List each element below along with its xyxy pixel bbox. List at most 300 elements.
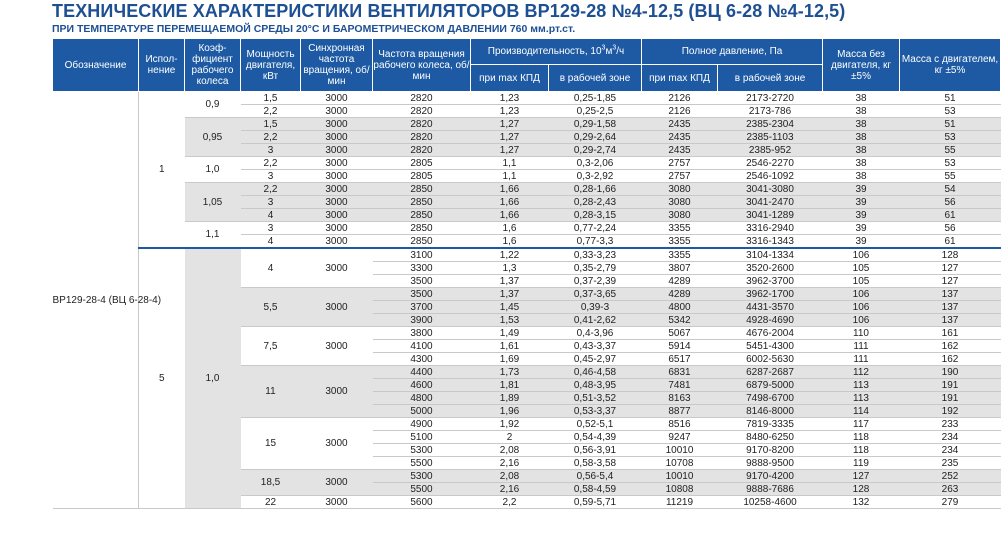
pressure-max-kpd-cell: 8877 (642, 405, 718, 418)
mass-no-motor-cell: 106 (823, 314, 900, 327)
mass-with-motor-cell: 192 (900, 405, 1001, 418)
mass-no-motor-cell: 110 (823, 327, 900, 340)
wheel-speed-cell: 2850 (373, 209, 471, 222)
col-pressure-max-kpd: при max КПД (642, 65, 718, 92)
capacity-sup2: 3 (612, 44, 617, 52)
coef-cell: 0,9 (185, 92, 241, 118)
capacity-max-kpd-cell: 1,69 (471, 353, 549, 366)
table-row (53, 222, 1001, 235)
mass-with-motor-cell: 137 (900, 301, 1001, 314)
mass-no-motor-cell: 39 (823, 222, 900, 235)
power-cell: 3 (241, 144, 301, 157)
power-cell: 3 (241, 196, 301, 209)
pressure-work-zone-cell: 2546-2270 (718, 157, 823, 170)
mass-with-motor-cell: 137 (900, 314, 1001, 327)
wheel-speed-cell: 5600 (373, 496, 471, 509)
power-cell: 18,5 (241, 470, 301, 496)
capacity-max-kpd-cell: 1,92 (471, 418, 549, 431)
pressure-max-kpd-cell: 10808 (642, 483, 718, 496)
mass-no-motor-cell: 39 (823, 196, 900, 209)
pressure-work-zone-cell: 8146-8000 (718, 405, 823, 418)
capacity-max-kpd-cell: 1,3 (471, 262, 549, 275)
sync-speed-cell: 3000 (301, 235, 373, 249)
col-capacity-max-kpd: при max КПД (471, 65, 549, 92)
mass-with-motor-cell: 234 (900, 444, 1001, 457)
wheel-speed-cell: 5500 (373, 457, 471, 470)
mass-with-motor-cell: 128 (900, 248, 1001, 262)
pressure-work-zone-cell: 8480-6250 (718, 431, 823, 444)
pressure-max-kpd-cell: 2435 (642, 118, 718, 131)
pressure-work-zone-cell: 2546-1092 (718, 170, 823, 183)
mass-with-motor-cell: 191 (900, 379, 1001, 392)
col-power: Мощность двигателя, кВт (241, 39, 301, 92)
capacity-work-zone-cell: 0,4-3,96 (549, 327, 642, 340)
mass-with-motor-cell: 61 (900, 209, 1001, 222)
mass-no-motor-cell: 106 (823, 288, 900, 301)
mass-no-motor-cell: 38 (823, 92, 900, 105)
mass-no-motor-cell: 127 (823, 470, 900, 483)
pressure-max-kpd-cell: 8516 (642, 418, 718, 431)
pressure-max-kpd-cell: 3355 (642, 235, 718, 249)
capacity-tail: /ч (616, 46, 625, 57)
power-cell: 1,5 (241, 92, 301, 105)
capacity-work-zone-cell: 0,25-1,85 (549, 92, 642, 105)
mass-no-motor-cell: 38 (823, 105, 900, 118)
capacity-max-kpd-cell: 1,6 (471, 235, 549, 249)
table-row (53, 118, 1001, 131)
sync-speed-cell: 3000 (301, 92, 373, 105)
wheel-speed-cell: 3300 (373, 262, 471, 275)
sync-speed-cell: 3000 (301, 105, 373, 118)
pressure-work-zone-cell: 7498-6700 (718, 392, 823, 405)
pressure-max-kpd-cell: 5914 (642, 340, 718, 353)
mass-no-motor-cell: 114 (823, 405, 900, 418)
capacity-work-zone-cell: 0,37-2,39 (549, 275, 642, 288)
power-cell: 4 (241, 235, 301, 249)
mass-with-motor-cell: 54 (900, 183, 1001, 196)
capacity-work-zone-cell: 0,29-2,74 (549, 144, 642, 157)
designation-cell: ВР129-28-4 (ВЦ 6-28-4) (53, 92, 139, 509)
mass-no-motor-cell: 38 (823, 157, 900, 170)
wheel-speed-cell: 3100 (373, 248, 471, 262)
mass-no-motor-cell: 117 (823, 418, 900, 431)
capacity-work-zone-cell: 0,51-3,52 (549, 392, 642, 405)
pressure-max-kpd-cell: 3355 (642, 248, 718, 262)
sync-speed-cell: 3000 (301, 157, 373, 170)
pressure-max-kpd-cell: 3080 (642, 183, 718, 196)
wheel-speed-cell: 2850 (373, 235, 471, 249)
pressure-work-zone-cell: 3962-1700 (718, 288, 823, 301)
pressure-work-zone-cell: 2173-786 (718, 105, 823, 118)
pressure-max-kpd-cell: 4289 (642, 275, 718, 288)
mass-with-motor-cell: 190 (900, 366, 1001, 379)
capacity-work-zone-cell: 0,77-2,24 (549, 222, 642, 235)
mass-no-motor-cell: 106 (823, 248, 900, 262)
pressure-max-kpd-cell: 2435 (642, 144, 718, 157)
pressure-max-kpd-cell: 10010 (642, 470, 718, 483)
pressure-max-kpd-cell: 8163 (642, 392, 718, 405)
capacity-max-kpd-cell: 1,61 (471, 340, 549, 353)
capacity-work-zone-cell: 0,25-2,5 (549, 105, 642, 118)
col-pressure: Полное давление, Па (642, 39, 823, 65)
capacity-max-kpd-cell: 2,16 (471, 483, 549, 496)
sync-speed-cell: 3000 (301, 144, 373, 157)
mass-no-motor-cell: 113 (823, 379, 900, 392)
table-row (53, 248, 1001, 262)
wheel-speed-cell: 3500 (373, 288, 471, 301)
sync-speed-cell: 3000 (301, 248, 373, 288)
capacity-max-kpd-cell: 2,08 (471, 470, 549, 483)
power-cell: 3 (241, 170, 301, 183)
mass-with-motor-cell: 252 (900, 470, 1001, 483)
mass-no-motor-cell: 112 (823, 366, 900, 379)
mass-no-motor-cell: 111 (823, 340, 900, 353)
col-mass-with-motor: Масса с двигателем, кг ±5% (900, 39, 1001, 92)
pressure-max-kpd-cell: 6831 (642, 366, 718, 379)
capacity-work-zone-cell: 0,29-2,64 (549, 131, 642, 144)
wheel-speed-cell: 2820 (373, 131, 471, 144)
capacity-max-kpd-cell: 1,23 (471, 92, 549, 105)
col-capacity (471, 39, 642, 65)
mass-with-motor-cell: 51 (900, 92, 1001, 105)
mass-with-motor-cell: 55 (900, 170, 1001, 183)
pressure-work-zone-cell: 6287-2687 (718, 366, 823, 379)
wheel-speed-cell: 2820 (373, 92, 471, 105)
mass-with-motor-cell: 162 (900, 353, 1001, 366)
wheel-speed-cell: 5500 (373, 483, 471, 496)
sync-speed-cell: 3000 (301, 418, 373, 470)
mass-no-motor-cell: 113 (823, 392, 900, 405)
pressure-work-zone-cell: 9888-7686 (718, 483, 823, 496)
capacity-work-zone-cell: 0,56-3,91 (549, 444, 642, 457)
capacity-max-kpd-cell: 1,22 (471, 248, 549, 262)
capacity-max-kpd-cell: 1,49 (471, 327, 549, 340)
capacity-work-zone-cell: 0,56-5,4 (549, 470, 642, 483)
pressure-work-zone-cell: 2173-2720 (718, 92, 823, 105)
mass-no-motor-cell: 106 (823, 301, 900, 314)
wheel-speed-cell: 3900 (373, 314, 471, 327)
capacity-max-kpd-cell: 1,37 (471, 275, 549, 288)
pressure-max-kpd-cell: 4289 (642, 288, 718, 301)
capacity-max-kpd-cell: 2 (471, 431, 549, 444)
capacity-max-kpd-cell: 1,45 (471, 301, 549, 314)
wheel-speed-cell: 5300 (373, 470, 471, 483)
wheel-speed-cell: 3500 (373, 275, 471, 288)
pressure-work-zone-cell: 5451-4300 (718, 340, 823, 353)
wheel-speed-cell: 2820 (373, 105, 471, 118)
power-cell: 2,2 (241, 183, 301, 196)
capacity-max-kpd-cell: 1,66 (471, 196, 549, 209)
coef-cell: 0,95 (185, 118, 241, 157)
wheel-speed-cell: 4300 (373, 353, 471, 366)
coef-cell: 1,0 (185, 248, 241, 509)
power-cell: 3 (241, 222, 301, 235)
pressure-max-kpd-cell: 2126 (642, 105, 718, 118)
mass-with-motor-cell: 61 (900, 235, 1001, 249)
col-sync-speed: Синхронная частота вращения, об/мин (301, 39, 373, 92)
capacity-work-zone-cell: 0,53-3,37 (549, 405, 642, 418)
sync-speed-cell: 3000 (301, 366, 373, 418)
sync-speed-cell: 3000 (301, 327, 373, 366)
wheel-speed-cell: 4800 (373, 392, 471, 405)
mass-no-motor-cell: 39 (823, 209, 900, 222)
capacity-max-kpd-cell: 2,16 (471, 457, 549, 470)
capacity-work-zone-cell: 0,58-3,58 (549, 457, 642, 470)
power-cell: 22 (241, 496, 301, 509)
mass-with-motor-cell: 137 (900, 288, 1001, 301)
wheel-speed-cell: 2805 (373, 170, 471, 183)
wheel-speed-cell: 5000 (373, 405, 471, 418)
power-cell: 5,5 (241, 288, 301, 327)
power-cell: 4 (241, 209, 301, 222)
wheel-speed-cell: 2850 (373, 222, 471, 235)
capacity-work-zone-cell: 0,52-5,1 (549, 418, 642, 431)
page-subtitle: ПРИ ТЕМПЕРАТУРЕ ПЕРЕМЕЩАЕМОЙ СРЕДЫ 20°С И БАРОМЕТРИЧЕСКОМ ДАВЛЕНИИ 760 мм.рт.ст. (52, 23, 576, 35)
capacity-label: Производительность, 10 (487, 46, 602, 57)
pressure-work-zone-cell: 9170-8200 (718, 444, 823, 457)
page-title: ТЕХНИЧЕСКИЕ ХАРАКТЕРИСТИКИ ВЕНТИЛЯТОРОВ ВР129-28 №4-12,5 (ВЦ 6-28 №4-12,5) (52, 1, 846, 21)
capacity-work-zone-cell: 0,46-4,58 (549, 366, 642, 379)
wheel-speed-cell: 2850 (373, 183, 471, 196)
power-cell: 11 (241, 366, 301, 418)
pressure-max-kpd-cell: 10708 (642, 457, 718, 470)
pressure-work-zone-cell: 6002-5630 (718, 353, 823, 366)
capacity-max-kpd-cell: 1,89 (471, 392, 549, 405)
capacity-work-zone-cell: 0,54-4,39 (549, 431, 642, 444)
wheel-speed-cell: 4600 (373, 379, 471, 392)
capacity-work-zone-cell: 0,33-3,23 (549, 248, 642, 262)
capacity-work-zone-cell: 0,3-2,92 (549, 170, 642, 183)
mass-no-motor-cell: 105 (823, 262, 900, 275)
capacity-work-zone-cell: 0,28-1,66 (549, 183, 642, 196)
capacity-max-kpd-cell: 1,37 (471, 288, 549, 301)
capacity-max-kpd-cell: 1,27 (471, 144, 549, 157)
mass-with-motor-cell: 234 (900, 431, 1001, 444)
wheel-speed-cell: 2805 (373, 157, 471, 170)
pressure-max-kpd-cell: 5067 (642, 327, 718, 340)
mass-with-motor-cell: 51 (900, 118, 1001, 131)
capacity-work-zone-cell: 0,48-3,95 (549, 379, 642, 392)
capacity-max-kpd-cell: 1,1 (471, 157, 549, 170)
capacity-work-zone-cell: 0,28-3,15 (549, 209, 642, 222)
capacity-work-zone-cell: 0,45-2,97 (549, 353, 642, 366)
capacity-max-kpd-cell: 2,08 (471, 444, 549, 457)
mass-with-motor-cell: 56 (900, 196, 1001, 209)
pressure-max-kpd-cell: 7481 (642, 379, 718, 392)
version-cell: 1 (139, 92, 185, 249)
capacity-max-kpd-cell: 1,66 (471, 209, 549, 222)
pressure-work-zone-cell: 9888-9500 (718, 457, 823, 470)
wheel-speed-cell: 2820 (373, 144, 471, 157)
spec-table (52, 38, 1001, 509)
mass-no-motor-cell: 38 (823, 170, 900, 183)
pressure-max-kpd-cell: 4800 (642, 301, 718, 314)
mass-with-motor-cell: 279 (900, 496, 1001, 509)
mass-no-motor-cell: 128 (823, 483, 900, 496)
mass-no-motor-cell: 38 (823, 131, 900, 144)
pressure-max-kpd-cell: 2757 (642, 157, 718, 170)
col-version: Испол-нение (139, 39, 185, 92)
pressure-max-kpd-cell: 2435 (642, 131, 718, 144)
pressure-work-zone-cell: 10258-4600 (718, 496, 823, 509)
capacity-max-kpd-cell: 1,27 (471, 131, 549, 144)
col-pressure-work-zone: в рабочей зоне (718, 65, 823, 92)
mass-with-motor-cell: 161 (900, 327, 1001, 340)
wheel-speed-cell: 3800 (373, 327, 471, 340)
pressure-work-zone-cell: 4676-2004 (718, 327, 823, 340)
capacity-max-kpd-cell: 1,96 (471, 405, 549, 418)
mass-no-motor-cell: 111 (823, 353, 900, 366)
capacity-max-kpd-cell: 1,1 (471, 170, 549, 183)
pressure-work-zone-cell: 6879-5000 (718, 379, 823, 392)
mass-with-motor-cell: 233 (900, 418, 1001, 431)
col-capacity-work-zone: в рабочей зоне (549, 65, 642, 92)
wheel-speed-cell: 4100 (373, 340, 471, 353)
capacity-work-zone-cell: 0,29-1,58 (549, 118, 642, 131)
capacity-work-zone-cell: 0,28-2,43 (549, 196, 642, 209)
pressure-max-kpd-cell: 3807 (642, 262, 718, 275)
power-cell: 4 (241, 248, 301, 288)
spec-table-body (53, 92, 1001, 509)
col-coef: Коэф-фициент рабочего колеса (185, 39, 241, 92)
pressure-work-zone-cell: 3104-1334 (718, 248, 823, 262)
wheel-speed-cell: 2850 (373, 196, 471, 209)
pressure-max-kpd-cell: 3080 (642, 196, 718, 209)
capacity-work-zone-cell: 0,43-3,37 (549, 340, 642, 353)
sync-speed-cell: 3000 (301, 170, 373, 183)
sync-speed-cell: 3000 (301, 222, 373, 235)
capacity-work-zone-cell: 0,77-3,3 (549, 235, 642, 249)
sync-speed-cell: 3000 (301, 183, 373, 196)
power-cell: 7,5 (241, 327, 301, 366)
sync-speed-cell: 3000 (301, 131, 373, 144)
capacity-max-kpd-cell: 1,23 (471, 105, 549, 118)
capacity-work-zone-cell: 0,37-3,65 (549, 288, 642, 301)
pressure-work-zone-cell: 4431-3570 (718, 301, 823, 314)
pressure-max-kpd-cell: 3355 (642, 222, 718, 235)
mass-no-motor-cell: 38 (823, 144, 900, 157)
pressure-work-zone-cell: 7819-3335 (718, 418, 823, 431)
mass-with-motor-cell: 53 (900, 131, 1001, 144)
pressure-work-zone-cell: 3316-2940 (718, 222, 823, 235)
capacity-work-zone-cell: 0,35-2,79 (549, 262, 642, 275)
pressure-work-zone-cell: 3041-2470 (718, 196, 823, 209)
sync-speed-cell: 3000 (301, 470, 373, 496)
coef-cell: 1,0 (185, 157, 241, 183)
pressure-work-zone-cell: 9170-4200 (718, 470, 823, 483)
wheel-speed-cell: 4400 (373, 366, 471, 379)
pressure-max-kpd-cell: 2757 (642, 170, 718, 183)
pressure-max-kpd-cell: 3080 (642, 209, 718, 222)
power-cell: 2,2 (241, 105, 301, 118)
sync-speed-cell: 3000 (301, 496, 373, 509)
pressure-work-zone-cell: 4928-4690 (718, 314, 823, 327)
pressure-max-kpd-cell: 9247 (642, 431, 718, 444)
coef-cell: 1,1 (185, 222, 241, 249)
sync-speed-cell: 3000 (301, 118, 373, 131)
table-row (53, 157, 1001, 170)
mass-no-motor-cell: 119 (823, 457, 900, 470)
pressure-max-kpd-cell: 5342 (642, 314, 718, 327)
capacity-work-zone-cell: 0,58-4,59 (549, 483, 642, 496)
table-row (53, 183, 1001, 196)
pressure-max-kpd-cell: 6517 (642, 353, 718, 366)
col-designation: Обозначение (53, 39, 139, 92)
pressure-work-zone-cell: 3041-1289 (718, 209, 823, 222)
capacity-max-kpd-cell: 2,2 (471, 496, 549, 509)
col-mass-no-motor: Масса без двигателя, кг ±5% (823, 39, 900, 92)
wheel-speed-cell: 5300 (373, 444, 471, 457)
pressure-work-zone-cell: 2385-1103 (718, 131, 823, 144)
sync-speed-cell: 3000 (301, 209, 373, 222)
pressure-work-zone-cell: 3520-2600 (718, 262, 823, 275)
capacity-max-kpd-cell: 1,6 (471, 222, 549, 235)
power-cell: 2,2 (241, 157, 301, 170)
mass-with-motor-cell: 127 (900, 262, 1001, 275)
coef-cell: 1,05 (185, 183, 241, 222)
pressure-work-zone-cell: 3962-3700 (718, 275, 823, 288)
mass-with-motor-cell: 127 (900, 275, 1001, 288)
wheel-speed-cell: 2820 (373, 118, 471, 131)
mass-with-motor-cell: 191 (900, 392, 1001, 405)
wheel-speed-cell: 5100 (373, 431, 471, 444)
pressure-work-zone-cell: 2385-952 (718, 144, 823, 157)
mass-with-motor-cell: 263 (900, 483, 1001, 496)
table-row (53, 92, 1001, 105)
capacity-max-kpd-cell: 1,66 (471, 183, 549, 196)
mass-with-motor-cell: 235 (900, 457, 1001, 470)
capacity-work-zone-cell: 0,3-2,06 (549, 157, 642, 170)
col-wheel-speed: Частота вращения рабочего колеса, об/мин (373, 39, 471, 92)
sync-speed-cell: 3000 (301, 288, 373, 327)
mass-no-motor-cell: 39 (823, 235, 900, 249)
mass-with-motor-cell: 55 (900, 144, 1001, 157)
mass-with-motor-cell: 56 (900, 222, 1001, 235)
wheel-speed-cell: 3700 (373, 301, 471, 314)
capacity-max-kpd-cell: 1,27 (471, 118, 549, 131)
pressure-work-zone-cell: 3316-1343 (718, 235, 823, 249)
capacity-work-zone-cell: 0,59-5,71 (549, 496, 642, 509)
wheel-speed-cell: 4900 (373, 418, 471, 431)
power-cell: 2,2 (241, 131, 301, 144)
version-cell: 5 (139, 248, 185, 509)
power-cell: 15 (241, 418, 301, 470)
sync-speed-cell: 3000 (301, 196, 373, 209)
mass-no-motor-cell: 105 (823, 275, 900, 288)
capacity-unit: м (605, 46, 613, 57)
capacity-work-zone-cell: 0,39-3 (549, 301, 642, 314)
mass-no-motor-cell: 132 (823, 496, 900, 509)
power-cell: 1,5 (241, 118, 301, 131)
capacity-work-zone-cell: 0,41-2,62 (549, 314, 642, 327)
mass-with-motor-cell: 53 (900, 157, 1001, 170)
mass-no-motor-cell: 118 (823, 431, 900, 444)
mass-no-motor-cell: 118 (823, 444, 900, 457)
pressure-max-kpd-cell: 2126 (642, 92, 718, 105)
mass-with-motor-cell: 162 (900, 340, 1001, 353)
pressure-max-kpd-cell: 11219 (642, 496, 718, 509)
pressure-work-zone-cell: 2385-2304 (718, 118, 823, 131)
mass-with-motor-cell: 53 (900, 105, 1001, 118)
capacity-max-kpd-cell: 1,81 (471, 379, 549, 392)
capacity-max-kpd-cell: 1,53 (471, 314, 549, 327)
pressure-max-kpd-cell: 10010 (642, 444, 718, 457)
mass-no-motor-cell: 39 (823, 183, 900, 196)
mass-no-motor-cell: 38 (823, 118, 900, 131)
pressure-work-zone-cell: 3041-3080 (718, 183, 823, 196)
capacity-max-kpd-cell: 1,73 (471, 366, 549, 379)
capacity-sup: 3 (601, 44, 606, 52)
